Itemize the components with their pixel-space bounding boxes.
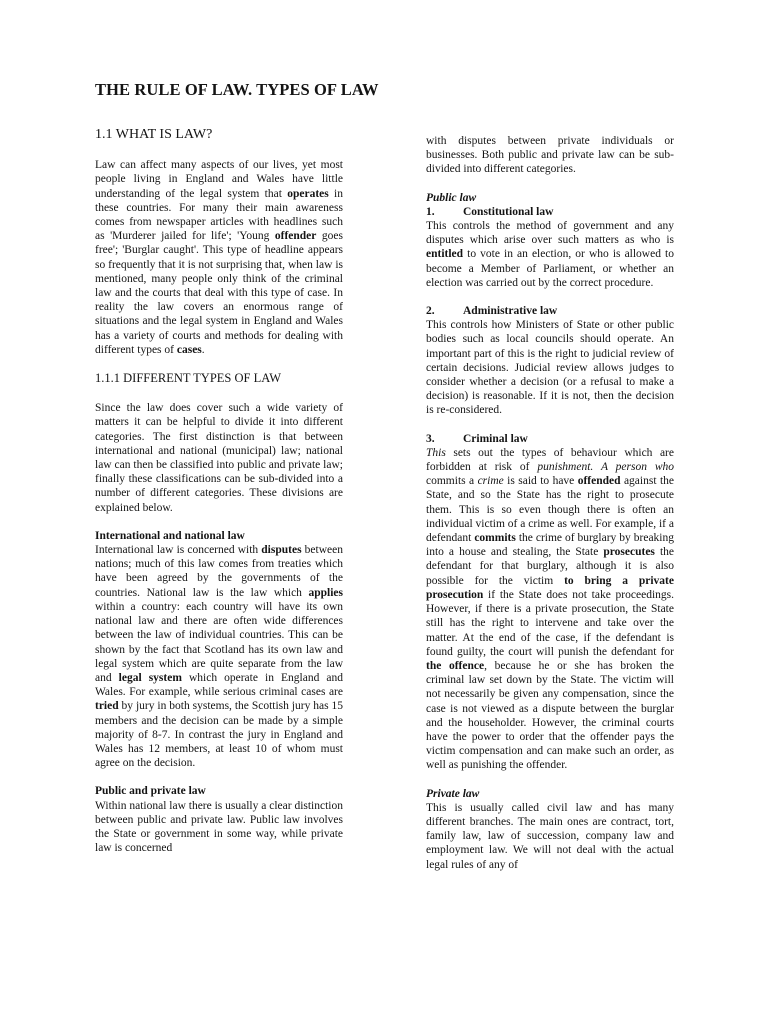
page-title: THE RULE OF LAW. TYPES OF LAW bbox=[95, 80, 379, 99]
paragraph-continued: with disputes between private individuals or businesses. Both public and private law can be sub-divided into different categories. bbox=[426, 135, 674, 176]
paragraph-constitutional-law: This controls the method of government and any disputes which arise over such matters as who is entitled to vote in an election, or who is allowed to become a Member of Parliament, or whether an election was carried out by the correct procedure. bbox=[426, 220, 674, 289]
heading-what-is-law: 1.1 WHAT IS LAW? bbox=[95, 127, 213, 142]
heading-constitutional-law: 1. Constitutional law bbox=[426, 205, 554, 218]
paragraph-international-national: International law is concerned with disputes between nations; much of this law comes from treaties which have been agreed by the governments of the countries. National law is the law which applies within a country: each country will have its own national law and there are often wide differences between the law of individual countries. This can be shown by the fact that Scotland has its own law and legal system which are quite separate from the law and legal system which operate in England and Wales. For example, while serious criminal cases are tried by jury in both systems, the Scottish jury has 15 members and the decision can be made by a simple majority of 8-7. In contrast the jury in England and Wales has 12 members, at least 10 of whom must agree on the decision. bbox=[95, 544, 343, 770]
heading-administrative-law: 2. Administrative law bbox=[426, 305, 558, 318]
paragraph-private-law: This is usually called civil law and has many different branches. The main ones are contract, tort, family law, law of succession, company law and employment law. We will not deal with the actual legal rules of any of bbox=[426, 801, 674, 871]
paragraph-what-is-law: Law can affect many aspects of our lives, yet most people living in England and Wales have little understanding of the legal system that operates in these countries. For many their main awareness comes from newspaper articles with headlines such as 'Murderer jailed for life'; 'Young offender goes free'; 'Burglar caught'. This type of headline appears so frequently that it is not surprising that, when law is mentioned, many people only think of the criminal law and the courts that deal with this type of case. In reality the law covers an enormous range of situations and the legal system in England and Wales has a variety of courts and methods for dealing with different types of cases. bbox=[95, 159, 343, 356]
heading-public-law: Public law bbox=[426, 191, 477, 204]
heading-private-law: Private law bbox=[426, 787, 480, 800]
right-column bbox=[426, 134, 674, 872]
heading-international-national: International and national law bbox=[95, 529, 245, 542]
paragraph-public-private: Within national law there is usually a clear distinction between public and private law. Public law involves the State or government in some way, while private law is concerned bbox=[95, 799, 343, 855]
paragraph-criminal-law: This sets out the types of behaviour which are forbidden at risk of punishment. A person who commits a crime is said to have offended against the State, and so the State has the right to prosecute them. This is so even though there is often an individual victim of a crime as well. For example, if a defendant commits the crime of burglary by breaking into a house and stealing, the State prosecutes the defendant for that burglary, although it is also possible for the victim to bring a private prosecution if the State does not take proceedings. However, if there is a private prosecution, the State still has the right to intervene and take over the matter. At the end of the case, if the defendant is found guilty, the court will punish the defendant for the offence, because he or she has broken the criminal law set down by the State. The victim will not necessarily be given any compensation, since the case is not viewed as a dispute between the burglar and the householder. However, the criminal courts have the power to order that the offender pays the victim compensation and can make such an order, as well as punishing the offender. bbox=[426, 446, 675, 772]
left-column bbox=[95, 128, 343, 855]
heading-public-private: Public and private law bbox=[95, 785, 206, 798]
heading-criminal-law: 3. Criminal law bbox=[426, 432, 528, 445]
paragraph-different-types: Since the law does cover such a wide variety of matters it can be helpful to divide it into different categories. The first distinction is that between international and national (municipal) law; national law can then be classified into public and private law; finally these classifications can be sub-divided into a number of different categories. These divisions are explained below. bbox=[95, 402, 343, 514]
paragraph-administrative-law: This controls how Ministers of State or other public bodies such as local councils should operate. An important part of this is the right to judicial review of certain decisions. Judicial review allows judges to consider whether a decision (or a refusal to make a decision) is reasonable. If it is not, then the decision is re-considered. bbox=[426, 319, 674, 417]
heading-different-types: 1.1.1 DIFFERENT TYPES OF LAW bbox=[95, 371, 282, 386]
